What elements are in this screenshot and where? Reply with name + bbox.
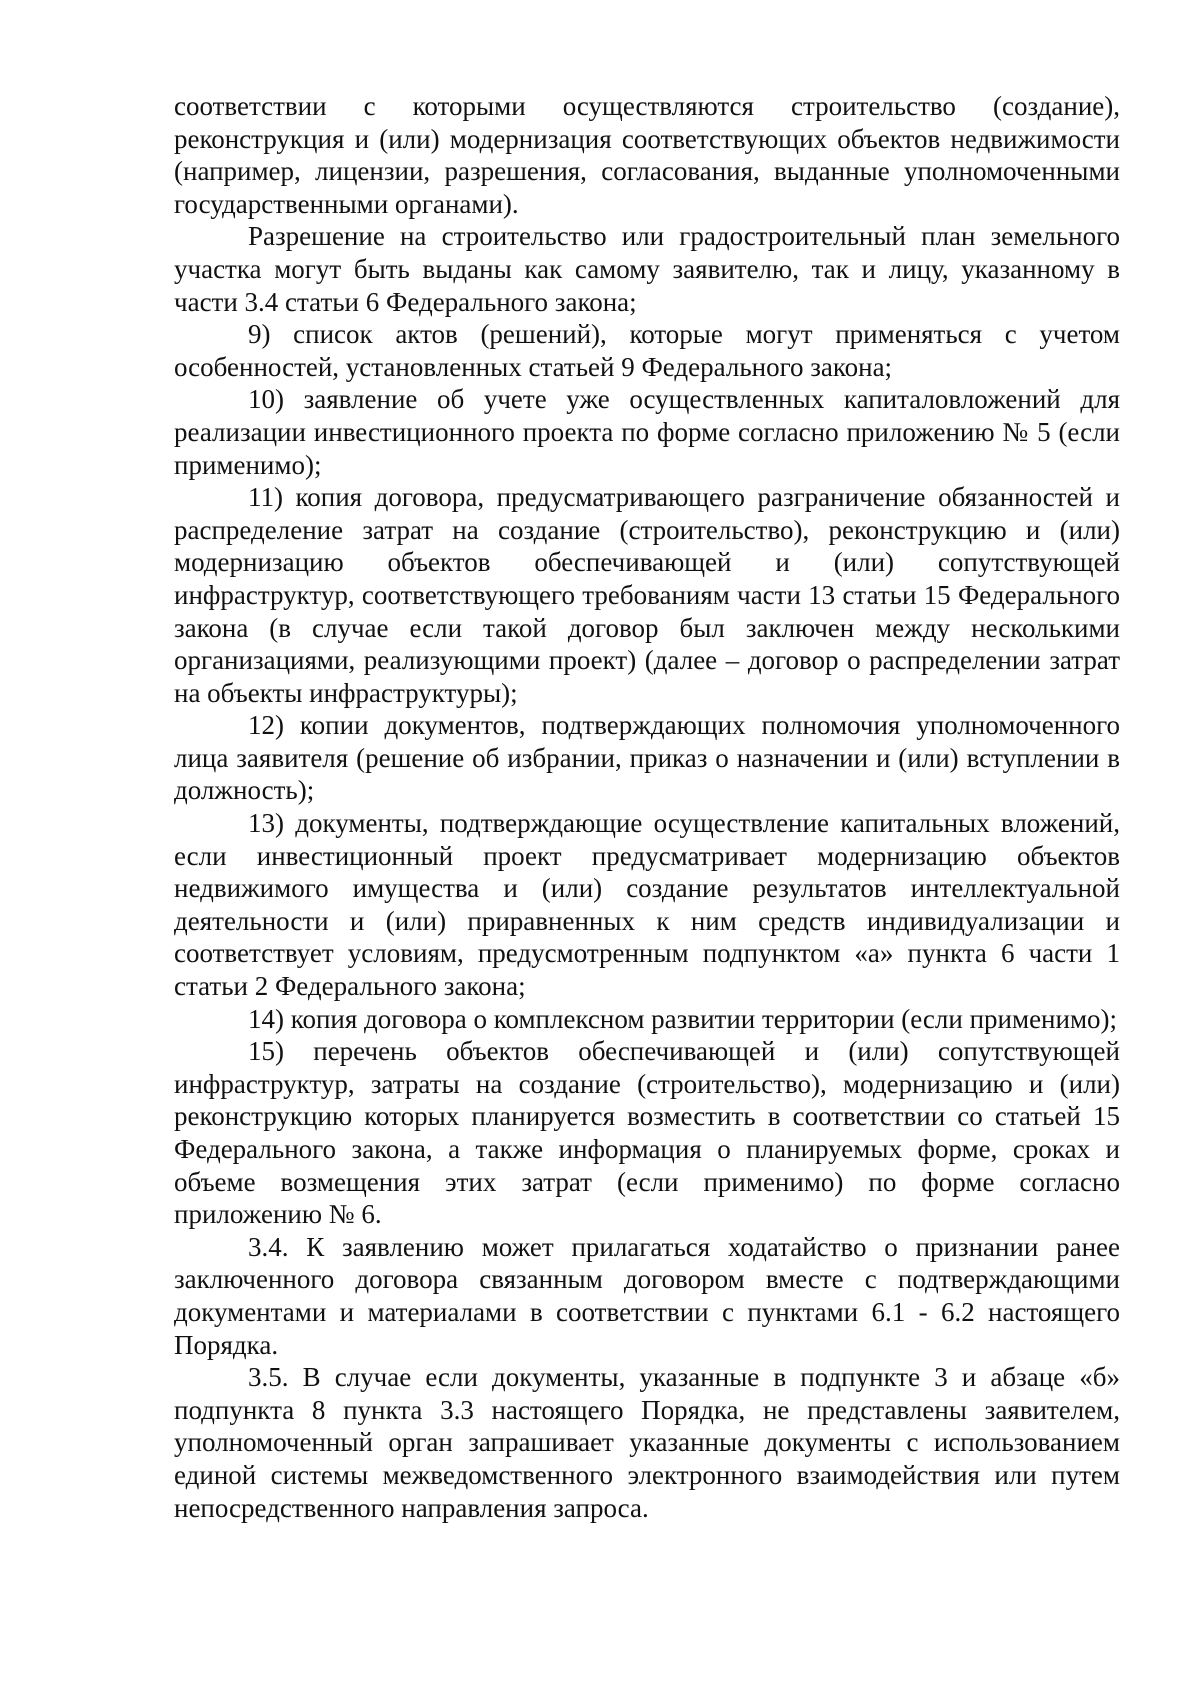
section-3-5: 3.5. В случае если документы, указанные в подпункте 3 и абзаце «б» подпункта 8 пункта 3.3 настоящего Порядка, не представлены заявителем, уполномоченный орган запрашивает указанные документы с использованием единой системы межведомственного электронного взаимодействия или путем непосредственного направления запроса. [174,1362,1120,1523]
list-item-12: 12) копии документов, подтверждающих полномочия уполномоченного лица заявителя (решение об избрании, приказ о назначении и (или) вступлении в должность); [174,710,1120,806]
section-3-4: 3.4. К заявлению может прилагаться ходатайство о признании ранее заключенного договора связанным договором вместе с подтверждающими документами и материалами в соответствии с пунктами 6.1 - 6.2 настоящего Порядка. [174,1231,1120,1360]
list-item-14: 14) копия договора о комплексном развитии территории (если применимо); [248,1003,1118,1034]
list-item-11: 11) копия договора, предусматривающего разграничение обязанностей и распределение затрат на создание (строительство), реконструкцию и (или) модернизацию объектов обеспечивающей и (или) сопутствующей инфраструктур, соответствующего требованиям части 13 статьи 15 Федерального закона (в случае если такой договор был заключен между несколькими организациями, реализующими проект) (далее – договор о распределении затрат на объекты инфраструктуры); [174,482,1120,708]
list-item-13: 13) документы, подтверждающие осуществление капитальных вложений, если инвестиционный проект предусматривает модернизацию объектов недвижимого имущества и (или) создание результатов интеллектуальной деятельности и (или) приравненных к ним средств индивидуализации и соответствует условиям, предусмотренным подпунктом «а» пункта 6 части 1 статьи 2 Федерального закона; [174,808,1120,1002]
list-item-9: 9) список актов (решений), которые могут применяться с учетом особенностей, установленных статьей 9 Федерального закона; [174,319,1120,382]
list-item-15: 15) перечень объектов обеспечивающей и (или) сопутствующей инфраструктур, затраты на создание (строительство), модернизацию и (или) реконструкцию которых планируется возместить в соответствии со статьей 15 Федерального закона, а также информация о планируемых форме, сроках и объеме возмещения этих затрат (если применимо) по форме согласно приложению № 6. [174,1036,1120,1230]
document-page [174,90,1120,1524]
paragraph-continuation: соответствии с которыми осуществляются строительство (создание), реконструкция и (или) модернизация соответствующих объектов недвижимости (например, лицензии, разрешения, согласования, выданные уполномоченными государственными органами). [174,91,1120,219]
list-item-10: 10) заявление об учете уже осуществленных капиталовложений для реализации инвестиционного проекта по форме согласно приложению № 5 (если применимо); [174,384,1120,480]
paragraph-building-permit: Разрешение на строительство или градостроительный план земельного участка могут быть выданы как самому заявителю, так и лицу, указанному в части 3.4 статьи 6 Федерального закона; [174,221,1120,317]
